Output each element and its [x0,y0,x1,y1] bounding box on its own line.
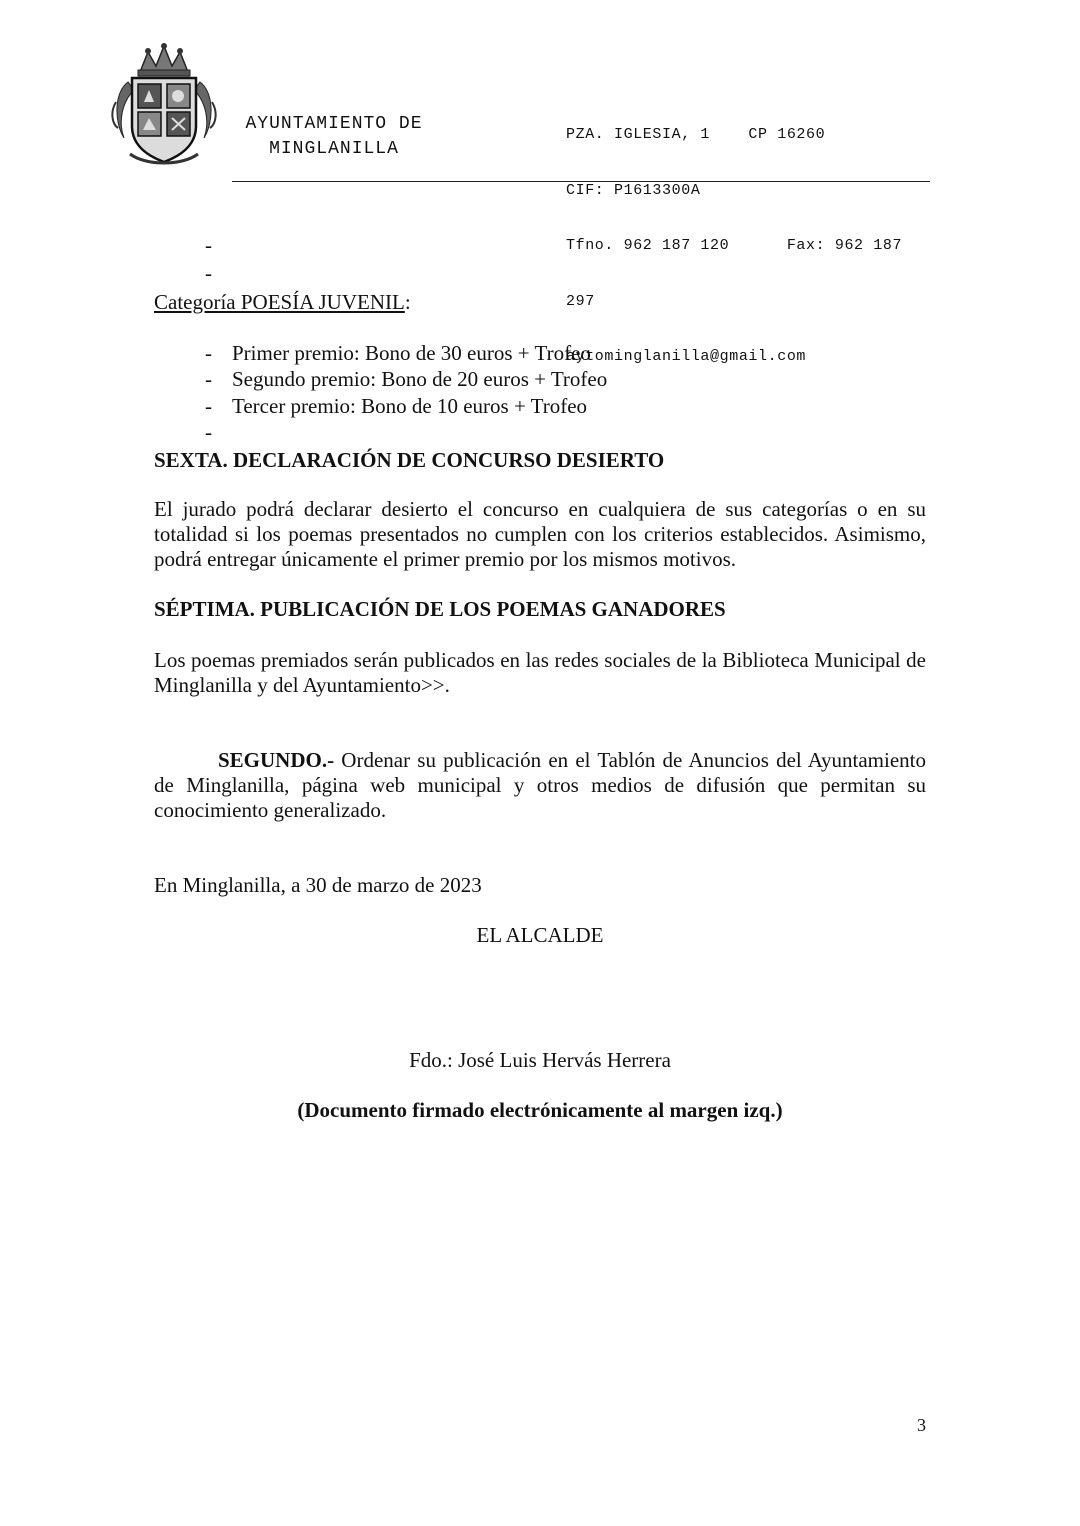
phone-fax-continuation: 297 [566,292,595,310]
prize-first: Primer premio: Bono de 30 euros + Trofeo [232,341,591,365]
organization-name [228,112,440,162]
organization-name-line2: MINGLANILLA [269,139,399,159]
prize-third: Tercer premio: Bono de 10 euros + Trofeo [232,394,588,418]
signature-note: (Documento firmado electrónicamente al margen izq.) [297,1098,783,1122]
contact-block [566,89,928,385]
cif-line: CIF: P1613300A [566,181,701,199]
municipal-crest-icon [110,42,218,168]
prize-second: Segundo premio: Bono de 20 euros + Trofeo [232,367,608,391]
list-item [205,367,607,392]
sexta-paragraph: El jurado podrá declarar desierto el concurso en cualquiera de sus categorías o en su totalidad si los poemas presentados no cumplen con los criterios establecidos. Asimismo, podrá entregar únicamente el primer premio por los mismos motivos. [154,497,926,571]
page-number: 3 [917,1415,926,1435]
email-line: aytominglanilla@gmail.com [566,348,807,365]
empty-bullet: - [205,420,212,444]
list-item [205,341,591,366]
empty-bullet: - [205,233,212,257]
category-label: Categoría POESÍA JUVENIL [154,290,405,314]
address-line: PZA. IGLESIA, 1 CP 16260 [566,126,826,143]
segundo-label: SEGUNDO.- [218,748,335,772]
sexta-heading: SEXTA. DECLARACIÓN DE CONCURSO DESIERTO [154,448,665,472]
list-dash: - [205,367,212,391]
septima-heading: SÉPTIMA. PUBLICACIÓN DE LOS POEMAS GANADORES [154,597,726,621]
category-heading [154,290,411,315]
phone-fax-line: Tfno. 962 187 120 Fax: 962 187 [566,237,903,254]
place-date: En Minglanilla, a 30 de marzo de 2023 [154,873,482,897]
header-divider [232,181,930,182]
segundo-text: Ordenar su publicación en el Tablón de Anuncios del Ayuntamiento de Minglanilla, página web municipal y otros medios de difusión que permitan su conocimiento generalizado. [154,748,926,822]
list-dash: - [205,341,212,365]
segundo-paragraph [154,748,926,823]
signer-role: EL ALCALDE [476,923,604,947]
empty-bullet: - [205,261,212,285]
list-item [205,394,587,419]
category-colon: : [404,290,411,314]
septima-paragraph: Los poemas premiados serán publicados en las redes sociales de la Biblioteca Municipal de Minglanilla y del Ayuntamiento>>. [154,648,926,697]
list-dash: - [205,394,212,418]
signed-by: Fdo.: José Luis Hervás Herrera [409,1048,671,1072]
organization-name-line1: AYUNTAMIENTO DE [245,114,423,134]
